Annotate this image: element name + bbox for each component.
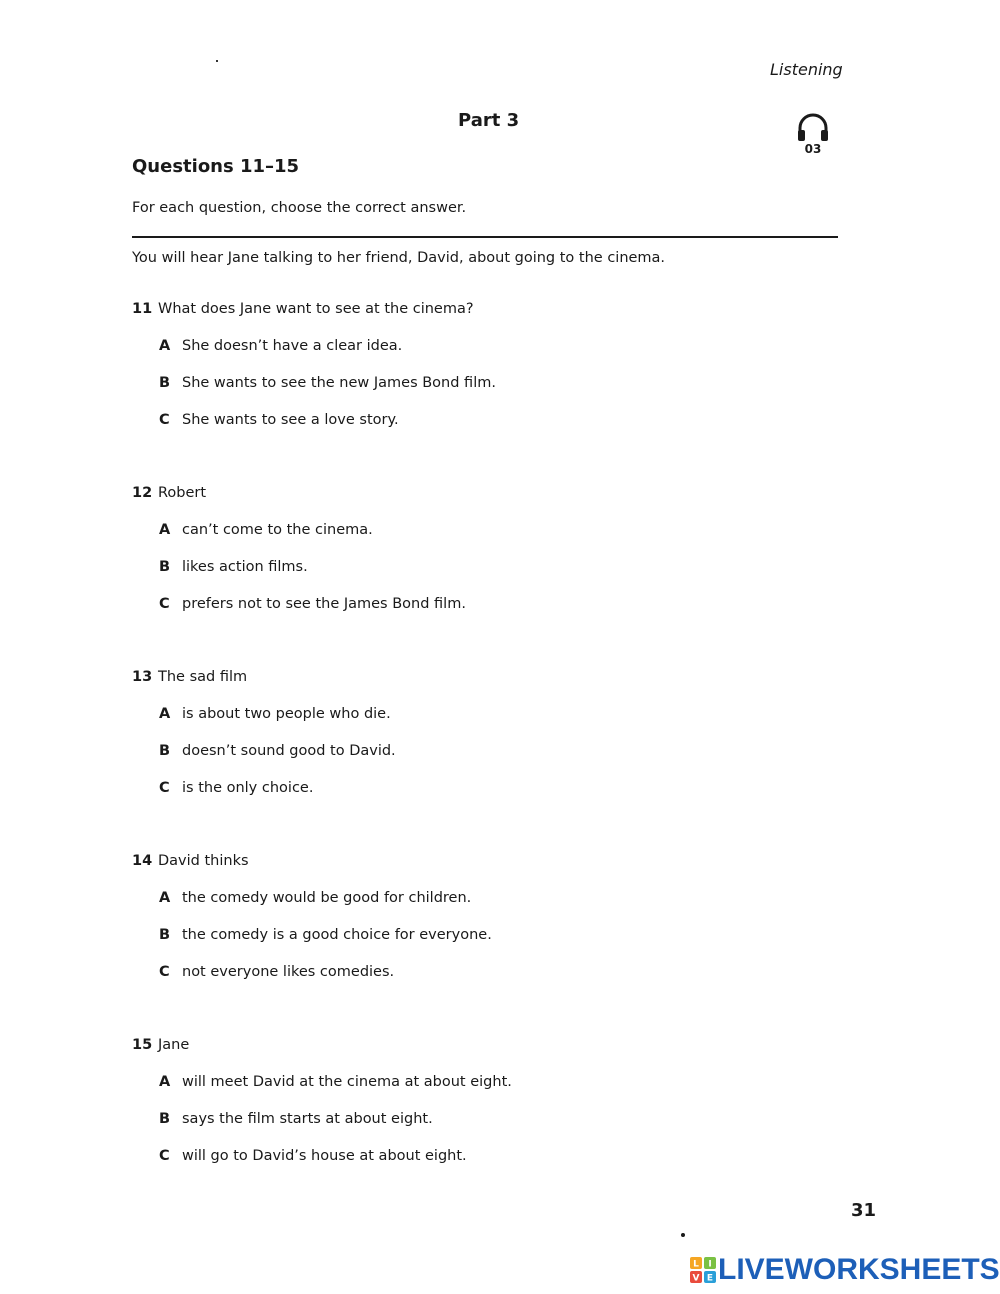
question-text: Robert [158,485,207,501]
option-c[interactable] [159,778,852,798]
question-number: 11 [132,301,153,317]
scan-speck [216,60,218,62]
question-number: 15 [132,1037,153,1053]
option-letter: A [159,890,171,906]
question-14 [132,851,852,982]
option-text: likes action films. [182,559,308,575]
question-11 [132,299,852,430]
question-number: 12 [132,485,153,501]
question-text: The sad film [158,669,248,685]
option-letter: B [159,1111,171,1127]
svg-text:I: I [708,1259,712,1270]
question-text: Jane [158,1037,190,1053]
section-label: Listening [770,60,843,79]
option-letter: C [159,780,170,796]
option-text: can’t come to the cinema. [182,522,373,538]
option-text: doesn’t sound good to David. [182,743,396,759]
part-title: Part 3 [458,110,520,131]
question-text: What does Jane want to see at the cinema? [158,301,474,317]
scan-speck [681,1233,685,1237]
option-b[interactable] [159,1109,852,1129]
question-stem [132,299,852,319]
option-text: says the film starts at about eight. [182,1111,433,1127]
svg-text:E: E [706,1273,714,1283]
option-letter: B [159,375,171,391]
question-number: 13 [132,669,153,685]
question-text: David thinks [158,853,249,869]
option-letter: C [159,412,170,428]
question-number: 14 [132,853,153,869]
liveworksheets-logo-icon [690,1257,716,1283]
audio-track-marker[interactable] [796,112,830,158]
option-letter: A [159,1074,171,1090]
option-text: the comedy would be good for children. [182,890,472,906]
question-stem [132,667,852,687]
option-a[interactable] [159,888,852,908]
option-letter: C [159,964,170,980]
page-number: 31 [851,1200,877,1221]
option-c[interactable] [159,962,852,982]
option-text: She wants to see the new James Bond film. [182,375,496,391]
option-a[interactable] [159,336,852,356]
brand-name: LIVEWORKSHEETS [718,1253,1000,1286]
option-text: not everyone likes comedies. [182,964,395,980]
option-b[interactable] [159,373,852,393]
question-stem [132,1035,852,1055]
context-text: You will hear Jane talking to her friend, David, about going to the cinema. [132,250,666,266]
option-letter: B [159,743,171,759]
questions-heading: Questions 11–15 [132,156,300,177]
question-13 [132,667,852,798]
option-text: is about two people who die. [182,706,391,722]
option-c[interactable] [159,594,852,614]
option-b[interactable] [159,557,852,577]
svg-text:L: L [693,1259,699,1270]
option-letter: A [159,338,171,354]
option-c[interactable] [159,410,852,430]
question-stem [132,851,852,871]
option-letter: B [159,559,171,575]
option-letter: A [159,706,171,722]
option-a[interactable] [159,1072,852,1092]
option-text: will go to David’s house at about eight. [182,1148,467,1164]
option-text: prefers not to see the James Bond film. [182,596,466,612]
question-stem [132,483,852,503]
option-c[interactable] [159,1146,852,1166]
option-a[interactable] [159,704,852,724]
liveworksheets-branding[interactable] [690,1254,1000,1286]
option-letter: C [159,596,170,612]
option-text: She doesn’t have a clear idea. [182,338,403,354]
option-letter: B [159,927,171,943]
divider [132,236,838,238]
option-a[interactable] [159,520,852,540]
question-12 [132,483,852,614]
option-text: the comedy is a good choice for everyone. [182,927,492,943]
track-number: 03 [804,142,822,156]
option-text: will meet David at the cinema at about eight. [182,1074,512,1090]
option-b[interactable] [159,925,852,945]
headphones-icon [796,112,830,144]
svg-text:V: V [692,1273,700,1283]
instruction-text: For each question, choose the correct answer. [132,200,467,216]
option-text: She wants to see a love story. [182,412,399,428]
option-b[interactable] [159,741,852,761]
option-letter: A [159,522,171,538]
option-text: is the only choice. [182,780,314,796]
question-15 [132,1035,852,1166]
option-letter: C [159,1148,170,1164]
